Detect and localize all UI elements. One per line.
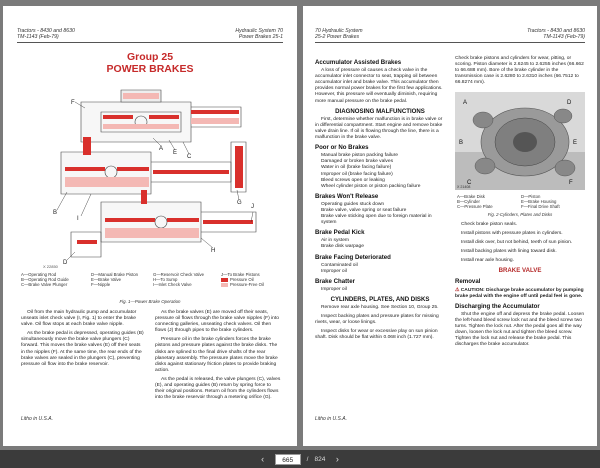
list-item: Improper oil (brake facing failure) — [321, 171, 393, 177]
legend-col-3 — [153, 272, 204, 287]
paragraph: As the brake pedal is depressed, operating guides (B) simultaneously move the brake valve plungers (C) forward. This moves the brake valves (E) off their seats in the nipples (F). At the same time, the rear ends of the brake valves are sealed in the plungers (C), preventing pressure oil flow into the brake reservoir. — [21, 331, 144, 367]
legend-entry: C—Pressure Plate — [457, 204, 493, 210]
list-item: Air in system — [321, 238, 349, 244]
legend-entry: A—Brake Disk — [457, 194, 485, 199]
step-text: Check brake piston seals. — [461, 222, 517, 227]
list-item: Contaminated oil — [321, 262, 358, 268]
legend-col-1 — [21, 272, 69, 287]
swatch-pressure-free-oil — [221, 283, 228, 287]
figure-caption: Fig. 1—Power Brake Operation — [119, 299, 181, 304]
left-col-1 — [21, 310, 145, 371]
list-facing — [315, 263, 445, 275]
section-heading: BRAKE VALVE — [498, 267, 542, 275]
list-pedal-kick — [315, 238, 445, 250]
list-item: Operating guides stuck down — [321, 201, 385, 207]
header-rule — [315, 42, 585, 43]
callout-label: F — [71, 100, 75, 106]
callout-label: J — [251, 204, 254, 210]
left-col-2 — [155, 310, 281, 404]
step-text: Install pistons with pressure plates in cylinders. — [461, 231, 563, 237]
step-text: Install backing plates with lining toward disk. — [461, 249, 557, 255]
legend-entry: B—Cylinder — [457, 199, 480, 205]
callout-label: G — [237, 200, 242, 206]
section-heading: Brakes Won't Release — [315, 192, 379, 200]
svg-text:E: E — [573, 140, 578, 146]
next-page-button[interactable] — [331, 453, 343, 465]
list-item: Damaged or broken brake valves — [321, 159, 394, 165]
section-heading: Discharging the Accumulator — [455, 302, 540, 310]
paragraph: A loss of pressure oil causes a check valve in the accumulator inlet connector to seat, trapping oil between accumulator inlet and brake valve. This accumulator then provides normal power brakes for the first few applications. However, this pressure will eventually diminish, requiring more manual pressure on the brake pedal. — [315, 68, 443, 104]
page-number-input[interactable]: 665 — [275, 454, 301, 465]
svg-text:B: B — [459, 140, 464, 146]
callout-label: D — [63, 260, 68, 266]
right-page — [303, 6, 597, 446]
callout-label: B — [53, 210, 58, 216]
legend-entry: G—Reservoir Check Valve — [153, 272, 205, 277]
list-item: Brake valve sticking open due to foreign material in system — [321, 214, 432, 226]
svg-text:A: A — [463, 100, 468, 106]
right-col-2-lower — [455, 222, 585, 351]
chevron-left-icon: ‹ — [261, 454, 265, 464]
page-total: 824 — [314, 455, 326, 463]
legend-col-2 — [91, 272, 138, 287]
legend-entry: E—Brake Housing — [521, 199, 557, 205]
legend-entry: A—Operating Rod — [21, 272, 57, 277]
left-page — [3, 6, 297, 446]
paragraph: Oil from the main hydraulic pump and accumulator unseats inlet check valve (I, Fig. 1) to enter the brake valve. Oil flow stops at each brake valve nipple. — [21, 310, 137, 328]
step-text: Install disk over, but not behind, teeth of sun pinion. — [461, 240, 573, 246]
paragraph: Shut the engine off and depress the brake pedal. Loosen the left-hand bleed screw lock nut and the bleed screw two turns. Tighten the lock nut. After the pedal goes all the way down, loosen the lock nut and tighten the bleed screw. Tighten the lock nut and release the brake pedal. This discharges the brake accumulator. — [455, 311, 585, 348]
step-text: Install rear axle housing. — [461, 258, 515, 264]
legend-entry: H—To Sump — [153, 277, 178, 283]
warning-icon: ⚠ — [455, 287, 460, 293]
caution-note — [455, 288, 585, 300]
list-item: Improper oil — [321, 286, 347, 292]
callout-label: H — [211, 248, 216, 254]
paragraph: First, determine whether malfunction is in brake valve or in differential compartment. Start engine and remove brake valve drain line. If oil is flowing through the line, there is a malfunction in the brake valve. — [315, 116, 443, 141]
group-subtitle: POWER BRAKES — [106, 63, 194, 75]
fig2-caption: Fig. 2-Cylinders, Plates and Disks — [487, 212, 553, 217]
litho-note: Litho in U.S.A. — [315, 416, 347, 422]
paragraph: As the brake valves (E) are moved off their seats, pressure oil flows through the brake valve nipples (F) into connecting galleries, unseating check valves. Oil then flows (J) through pipes to the brake cylinders. — [155, 310, 279, 334]
fig2-legend-col-1 — [457, 194, 493, 209]
header-text: 25-2 Power Brakes — [315, 34, 360, 41]
header-text: TM-1143 (Feb-79) — [17, 34, 59, 41]
svg-text:D: D — [567, 100, 572, 106]
svg-text:C: C — [467, 180, 472, 186]
cylinders-plates-disks-photo — [455, 92, 585, 190]
list-chatter — [315, 287, 445, 293]
figure-tag: X 22850 — [43, 264, 58, 269]
callout-label: I — [77, 216, 79, 222]
section-heading: Accumulator Assisted Brakes — [315, 59, 402, 66]
legend-entry: F—Nipple — [91, 282, 111, 288]
section-heading: Brake Facing Deteriorated — [315, 253, 391, 261]
legend-entry: D—Manual Brake Piston — [91, 272, 139, 277]
figure-tag: X 21408 — [457, 185, 471, 189]
paragraph: Inspect disks for wear or excessive play on sun pinion shaft. Disk should be flat within 0.068 inch (1.727 mm). — [315, 329, 438, 341]
header-text: Power Brakes 25-1 — [238, 34, 283, 41]
paragraph: Pressure oil in the brake cylinders forces the brake pistons and pressure plates against the brake disks. The disks are splined to the final drive shafts of the rear planetary assembly. The pressure plates move the brake disks against stationary friction plates to provide braking action. — [155, 337, 278, 373]
header-text: 70 Hydraulic System — [315, 28, 363, 34]
left-header-right — [235, 28, 283, 40]
section-heading: CYLINDERS, PLATES, AND DISKS — [330, 296, 430, 303]
callout-label: E — [173, 150, 178, 156]
chevron-right-icon: › — [335, 454, 339, 464]
section-heading: DIAGNOSING MALFUNCTIONS — [335, 107, 425, 115]
header-text: Tractors - 8430 and 8630 — [17, 28, 75, 34]
list-wont-release — [315, 202, 445, 226]
list-item: Bleed screws open or leaking — [321, 177, 385, 183]
svg-text:F: F — [569, 180, 573, 186]
legend-entry: J—To Brake Pistons — [221, 272, 260, 277]
legend-entry: C—Brake Valve Plunger — [21, 282, 68, 288]
list-item: Wheel cylinder piston or piston packing failure — [321, 183, 421, 189]
section-heading: Removal — [455, 277, 481, 285]
legend-col-4 — [221, 272, 264, 287]
legend-entry: I—Inlet Check Valve — [153, 282, 192, 288]
swatch-pressure-oil — [221, 278, 228, 282]
list-item: Brake disk warpage — [321, 244, 364, 250]
viewer-toolbar — [0, 450, 600, 468]
list-item: Brake valve, valve spring or seat failure — [321, 207, 407, 213]
header-text: Tractors - 8430 and 8630 — [527, 28, 585, 34]
list-item: Manual brake piston packing failure — [321, 153, 398, 159]
right-col-2 — [455, 56, 585, 89]
header-text: TM-1143 (Feb-79) — [543, 34, 585, 41]
section-heading: Brake Chatter — [315, 277, 355, 285]
legend-text: Pressure Oil — [230, 277, 254, 283]
header-text: Hydraulic System 70 — [235, 28, 283, 34]
list-item: Improper oil — [321, 268, 347, 274]
legend-entry: D—Piston — [521, 194, 541, 199]
legend-entry: B—Operating Rod Guide — [21, 277, 69, 283]
page-separator: / — [306, 455, 309, 463]
caution-text: CAUTION: Discharge brake accumulator by pumping brake pedal with the engine off until pedal feel is gone. — [455, 287, 584, 299]
power-brake-diagram — [41, 82, 273, 270]
callout-label: C — [187, 154, 192, 160]
list-poor-brakes — [315, 153, 445, 190]
legend-entry: E—Brake Valve — [91, 277, 122, 283]
fig2-legend-col-2 — [521, 194, 560, 209]
left-header-left — [17, 28, 75, 40]
group-title: Group 25 — [126, 51, 174, 63]
paragraph: As the pedal is released, the valve plungers (C), valves (E), and operating guides (B) return by spring force to their original positions. Return oil from the cylinders flows into the brake reservoir through a metering orifice (G). — [155, 376, 281, 401]
right-header-left — [315, 28, 363, 40]
paragraph: Inspect backing plates and pressure plates for missing rivets, wear, or loose linings. — [315, 314, 439, 326]
section-heading: Poor or No Brakes — [315, 144, 369, 152]
legend-text: Pressure-Free Oil — [230, 282, 264, 288]
callout-label: A — [159, 146, 164, 152]
paragraph: Remove rear axle housing. See Section 10, Group 25. — [321, 305, 439, 311]
section-heading: Brake Pedal Kick — [315, 229, 365, 237]
litho-note: Litho in U.S.A. — [21, 416, 53, 422]
previous-page-button[interactable] — [257, 453, 269, 465]
paragraph: Check brake pistons and cylinders for wear, pitting, or scoring. Piston diameter is 2.6245 to 2.6255 inches (66.662 to 66.688 mm). Bore of the brake cylinder in the transmission case is 2.6280 to 2.6310 inches (66.7512 to 66.8274 mm). — [455, 56, 584, 86]
legend-entry: F—Final Drive Shaft — [521, 204, 560, 210]
right-header-right — [527, 28, 585, 40]
legend-entry-free — [221, 282, 264, 287]
header-rule — [17, 42, 283, 43]
list-item: Water in oil (brake facing failure) — [321, 165, 392, 171]
right-col-1 — [315, 56, 445, 345]
